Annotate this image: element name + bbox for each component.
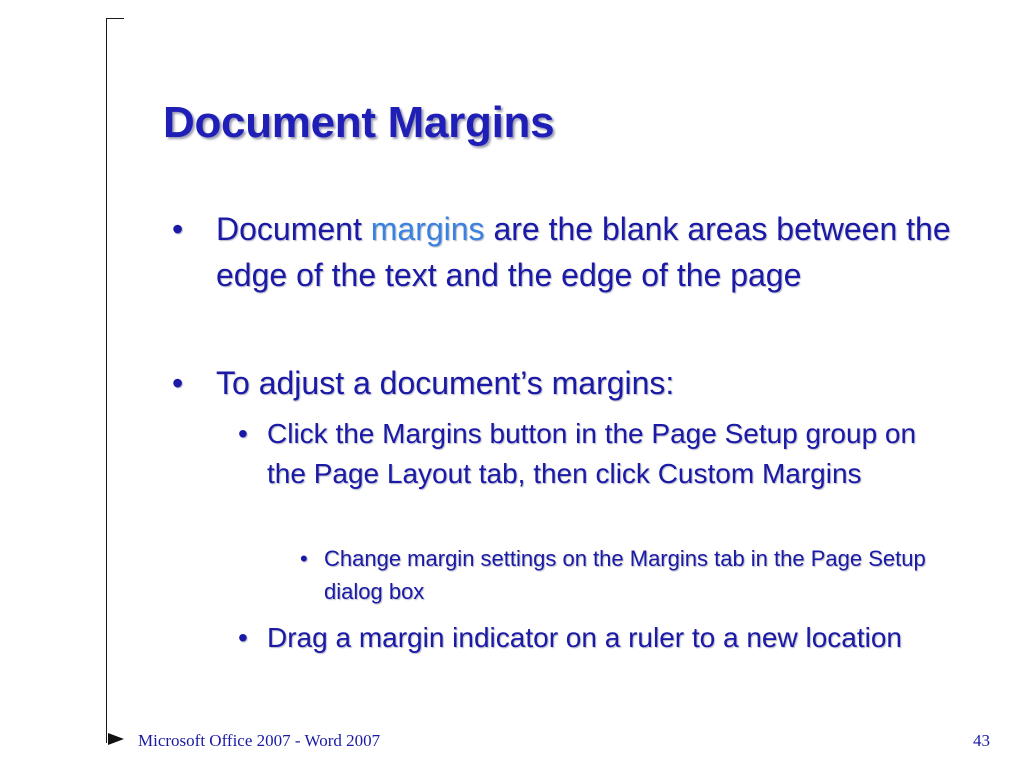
bullet-5: Drag a margin indicator on a ruler to a new location <box>267 622 903 653</box>
bullet-2: To adjust a document’s margins: <box>216 365 675 401</box>
bullet-marker-1: • <box>172 211 184 247</box>
bullet-marker-5: • <box>238 622 248 653</box>
bullet-4: Change margin settings on the Margins tab in the Page Setup dialog box <box>324 546 926 604</box>
bullet-marker-4: • <box>300 546 308 571</box>
slide-frame-line-horizontal <box>106 18 124 19</box>
bullet-marker-3: • <box>238 418 248 449</box>
bullet-1-highlight-term: margins <box>370 211 485 247</box>
bullet-1 <box>216 206 986 298</box>
bullet-1-text-before: Document <box>216 211 371 247</box>
footer-text: Microsoft Office 2007 - Word 2007 <box>138 731 381 750</box>
bullet-1-text-after: are the blank areas between the edge of the text and the edge of the page <box>216 211 951 293</box>
bullet-3: Click the Margins button in the Page Setup group on the Page Layout tab, then click Custom Margins <box>267 418 917 489</box>
bullet-marker-2: • <box>172 365 184 401</box>
slide-frame-line-vertical <box>106 18 107 743</box>
right-triangle-arrow-icon <box>108 733 124 745</box>
page-number: 43 <box>973 731 990 750</box>
slide-title: Document Margins <box>163 98 555 147</box>
